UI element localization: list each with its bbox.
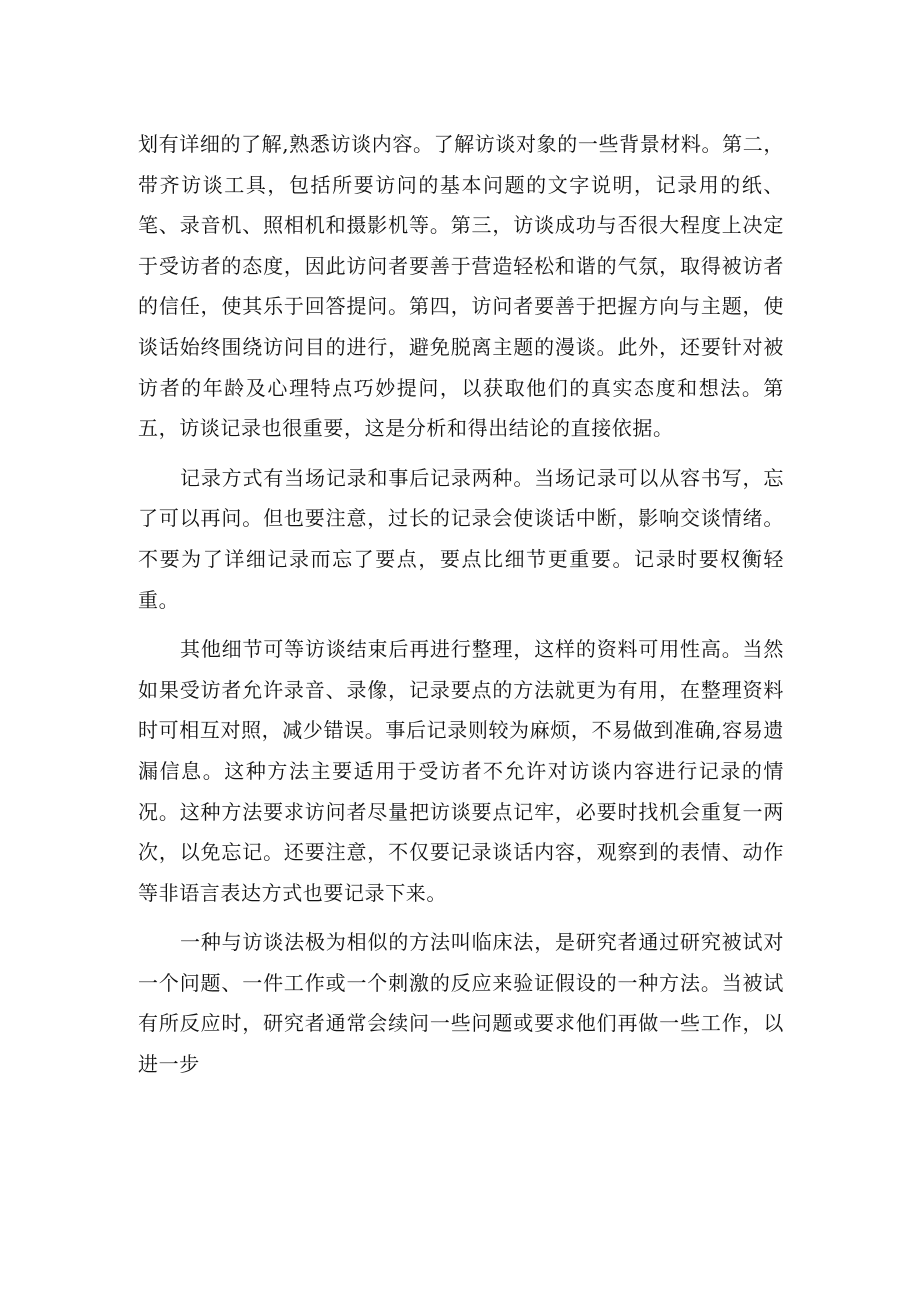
paragraph-recording-methods: 记录方式有当场记录和事后记录两种。当场记录可以从容书写，忘了可以再问。但也要注意，过长的记录会使谈话中断，影响交谈情绪。不要为了详细记录而忘了要点，要点比细节更重要。记录时要权衡轻重。: [138, 465, 784, 612]
paragraph-clinical-method: 一种与访谈法极为相似的方法叫临床法，是研究者通过研究被试对一个问题、一件工作或一个刺激的反应来验证假设的一种方法。当被试有所反应时，研究者通常会续问一些问题或要求他们再做一些工作，以进一步: [138, 930, 784, 1077]
document-body: [138, 124, 784, 1094]
paragraph-continued: 划有详细的了解,熟悉访谈内容。了解访谈对象的一些背景材料。第二，带齐访谈工具，包括所要访问的基本问题的文字说明，记录用的纸、笔、录音机、照相机和摄影机等。第三，访谈成功与否很大程度上决定于受访者的态度，因此访问者要善于营造轻松和谐的气氛，取得被访者的信任，使其乐于回答提问。第四，访问者要善于把握方向与主题，使谈话始终围绕访问目的进行，避免脱离主题的漫谈。此外，还要针对被访者的年龄及心理特点巧妙提问，以获取他们的真实态度和想法。第五，访谈记录也很重要，这是分析和得出结论的直接依据。: [138, 132, 784, 441]
paragraph-post-interview-notes: 其他细节可等访谈结束后再进行整理，这样的资料可用性高。当然如果受访者允许录音、录像，记录要点的方法就更为有用，在整理资料时可相互对照，减少错误。事后记录则较为麻烦，不易做到准确,容易遗漏信息。这种方法主要适用于受访者不允许对访谈内容进行记录的情况。这种方法要求访问者尽量把访谈要点记牢，必要时找机会重复一两次，以免忘记。还要注意，不仅要记录谈话内容，观察到的表情、动作等非语言表达方式也要记录下来。: [138, 637, 784, 905]
